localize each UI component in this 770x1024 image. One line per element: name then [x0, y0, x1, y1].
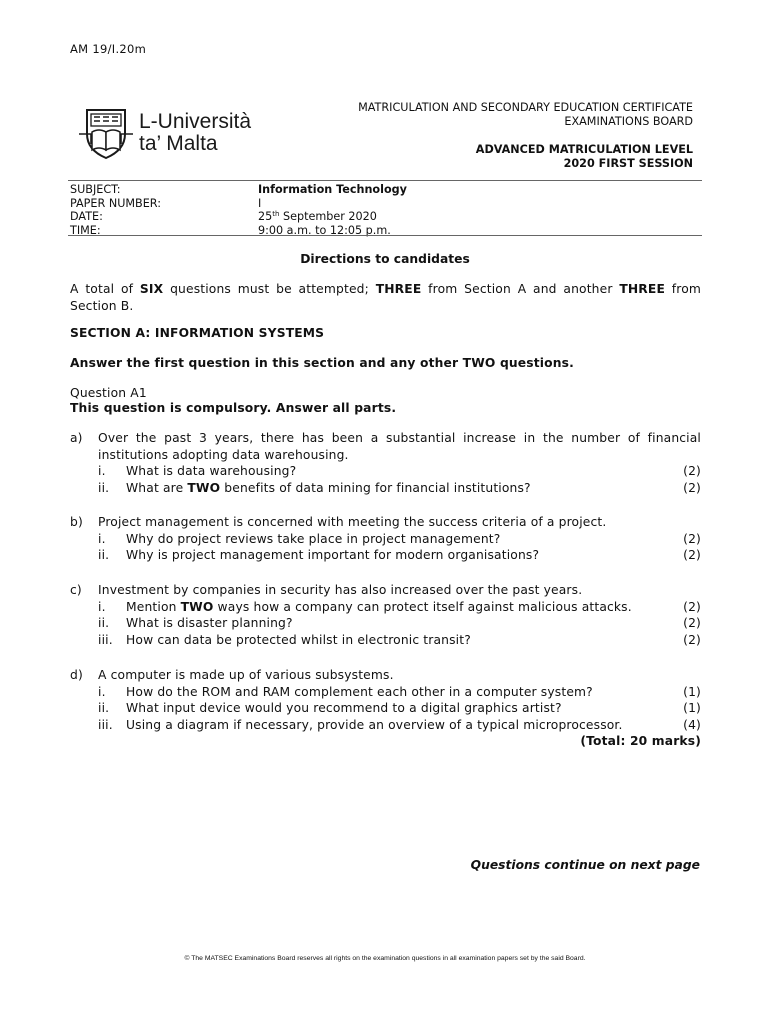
- section-instruction: Answer the first question in this section and any other TWO questions.: [70, 356, 574, 370]
- date-label: DATE:: [70, 210, 103, 223]
- paper-info-table: [70, 183, 407, 237]
- part-b-i: i. Why do project reviews take place in project management? (2): [98, 531, 701, 546]
- directions-title: Directions to candidates: [300, 252, 470, 266]
- date-value: 25th September 2020: [258, 210, 377, 223]
- part-c-stem: Investment by companies in security has also increased over the past years.: [98, 583, 583, 597]
- university-logo: [77, 104, 267, 164]
- copyright-footer: © The MATSEC Examinations Board reserves all rights on the examination questions in all examination papers set by the said Board.: [184, 955, 586, 962]
- part-d-i: i. How do the ROM and RAM complement each other in a computer system? (1): [98, 684, 701, 699]
- part-b-stem: Project management is concerned with meeting the success criteria of a project.: [98, 515, 607, 529]
- subject-value: Information Technology: [258, 183, 407, 196]
- question-label: Question A1: [70, 386, 147, 400]
- time-value: 9:00 a.m. to 12:05 p.m.: [258, 223, 391, 237]
- part-b: b) Project management is concerned with meeting the success criteria of a project. i. Why do project reviews take place in project management? (2) ii. Why is project management important for modern organisations? (2): [70, 515, 701, 562]
- info-row-date: [70, 210, 407, 224]
- part-d: d) A computer is made up of various subsystems. i. How do the ROM and RAM complement each other in a computer system? (1) ii. What input device would you recommend to a digital graphics artist? (1) iii. Using a diagram if necessary, provide an overview of a typical microprocessor. (4) (Total: 20 marks): [70, 668, 701, 748]
- part-d-ii: ii. What input device would you recommend to a digital graphics artist? (1): [98, 701, 701, 715]
- time-label: TIME:: [70, 223, 101, 237]
- info-row-paper: [70, 197, 407, 211]
- part-b-ii: ii. Why is project management important for modern organisations? (2): [98, 548, 701, 562]
- paper-value: I: [258, 196, 262, 210]
- crest-icon: [77, 104, 135, 162]
- part-a-i: i. What is data warehousing? (2): [98, 464, 701, 478]
- part-a: a) Over the past 3 years, there has been a substantial increase in the number of financial institutions adopting data warehousing. i. What is data warehousing? (2) ii. What are TWO benefits of data mining for financial institutions? (2): [70, 431, 701, 495]
- logo-text-line1: L-Università: [139, 110, 252, 133]
- logo-text-line2: ta’ Malta: [139, 132, 218, 155]
- part-c-iii: iii. How can data be protected whilst in electronic transit? (2): [98, 632, 701, 647]
- level-line1: ADVANCED MATRICULATION LEVEL: [475, 143, 693, 156]
- board-line2: EXAMINATIONS BOARD: [564, 114, 693, 128]
- divider-bottom: [68, 235, 702, 236]
- part-d-iii: iii. Using a diagram if necessary, provide an overview of a typical microprocessor. (4): [98, 717, 701, 732]
- directions-text: A total of SIX questions must be attempted; THREE from Section A and another THREE from Section B.: [70, 282, 702, 313]
- exam-level: [476, 143, 693, 170]
- question-note: This question is compulsory. Answer all parts.: [70, 401, 397, 415]
- part-a-ii: ii. What are TWO benefits of data mining for financial institutions? (2): [98, 480, 701, 495]
- continue-note: Questions continue on next page: [470, 858, 700, 872]
- info-row-subject: [70, 183, 407, 197]
- total-marks: (Total: 20 marks): [580, 734, 701, 748]
- part-c-ii: ii. What is disaster planning? (2): [98, 616, 701, 630]
- part-c: c) Investment by companies in security has also increased over the past years. i. Mention TWO ways how a company can protect itself against malicious attacks. (2) ii. What is disaster planning? (2) iii. How can data be protected whilst in electronic transit? (2): [70, 583, 701, 647]
- paper-code: AM 19/I.20m: [70, 42, 147, 56]
- paper-label: PAPER NUMBER:: [70, 196, 161, 210]
- divider-top: [68, 180, 702, 181]
- part-d-stem: A computer is made up of various subsystems.: [98, 668, 394, 682]
- part-a-stem: Over the past 3 years, there has been a substantial increase in the number of financial institutions adopting data warehousing.: [98, 431, 701, 462]
- level-line2: 2020 FIRST SESSION: [563, 156, 693, 170]
- section-title: SECTION A: INFORMATION SYSTEMS: [70, 326, 325, 340]
- part-c-i: i. Mention TWO ways how a company can protect itself against malicious attacks. (2): [98, 599, 701, 614]
- subject-label: SUBJECT:: [70, 183, 121, 196]
- board-line1: MATRICULATION AND SECONDARY EDUCATION CERTIFICATE: [358, 101, 693, 114]
- exam-board: [358, 101, 693, 128]
